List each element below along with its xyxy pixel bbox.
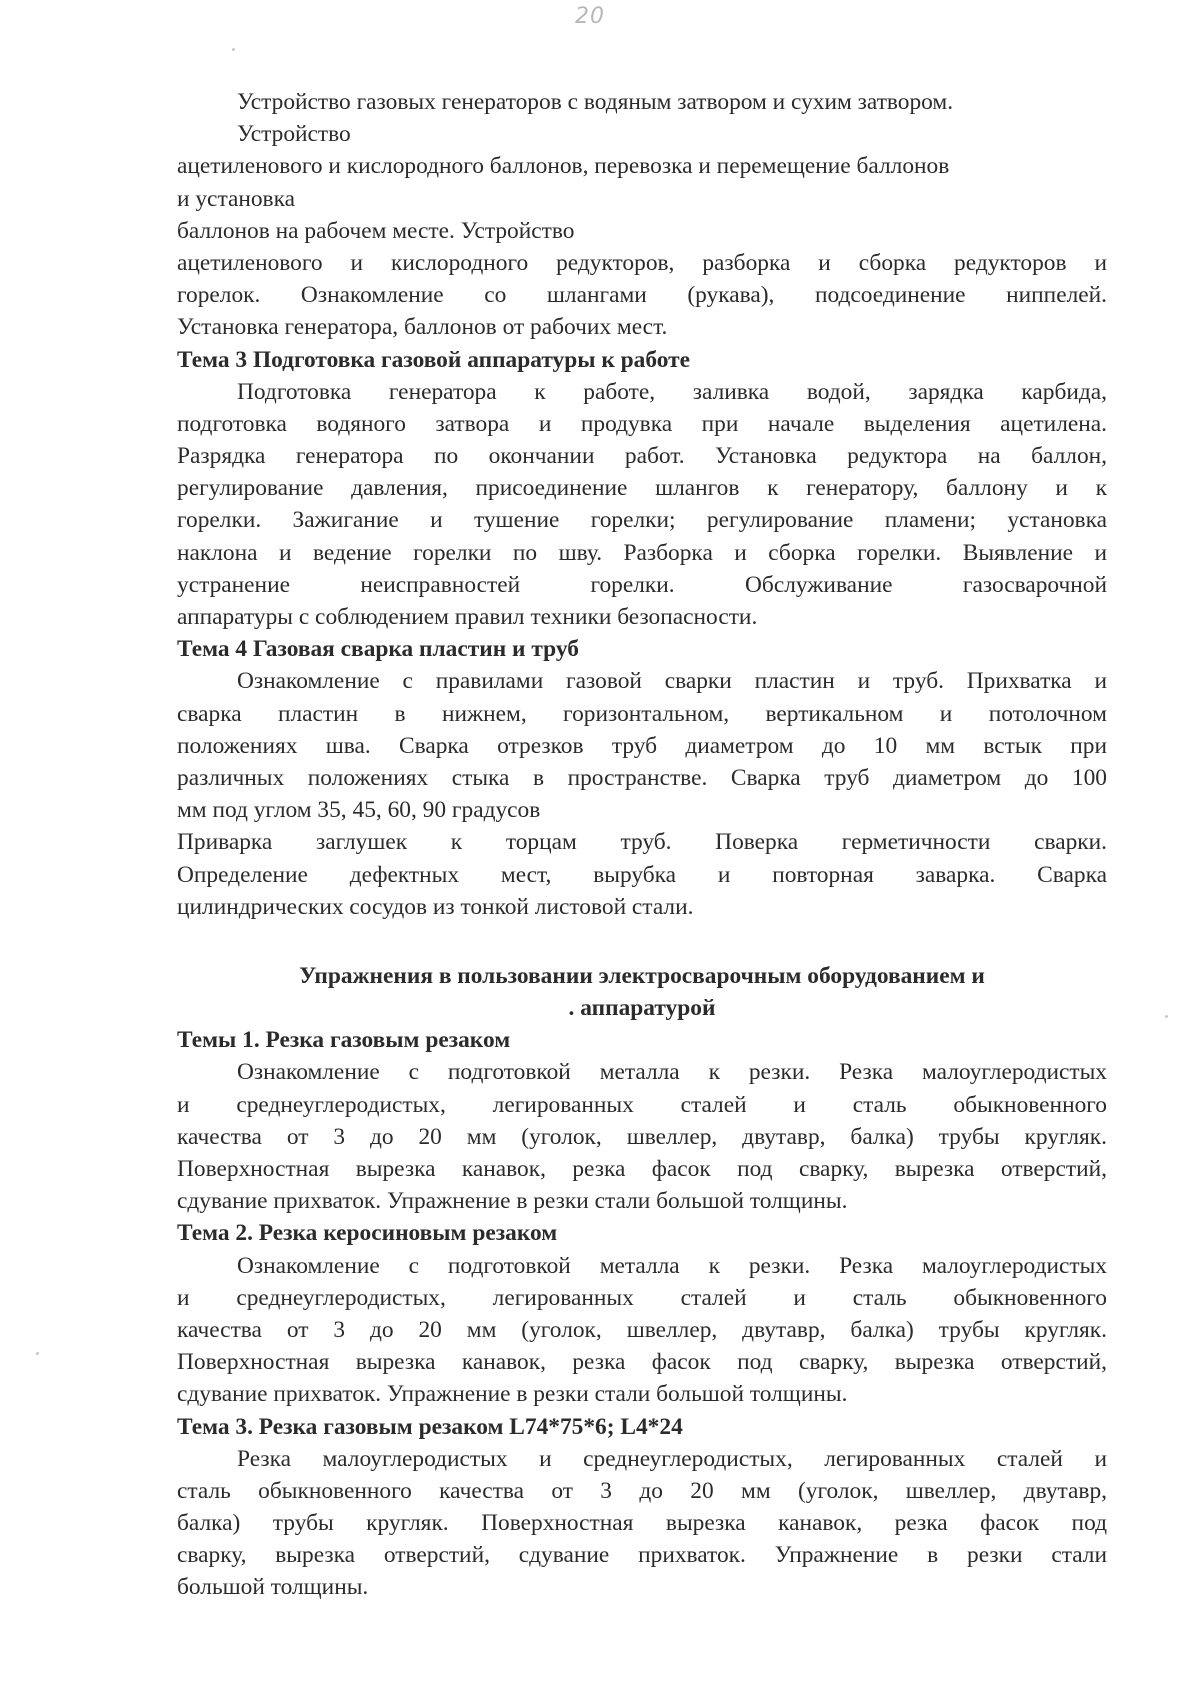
text-line: Подготовка генератора к работе, заливка водой, зарядка карбида, (237, 378, 1107, 405)
text-line: Поверхностная вырезка канавок, резка фасок под сварку, вырезка отверстий, (177, 1156, 1107, 1182)
scan-speck (1165, 1015, 1168, 1018)
topic-3-heading: Тема 3 Подготовка газовой аппаратуры к работе (177, 346, 691, 373)
paragraph-topic-4 (177, 665, 1107, 923)
text-line: Разрядка генератора по окончании работ. Установка редуктора на баллон, (177, 443, 1107, 470)
text-line: баллонов на рабочем месте. Устройство (177, 217, 575, 244)
text-line: Ознакомление с подготовкой металла к резки. Резка малоуглеродистых (237, 1252, 1107, 1279)
paragraph-cutting-topic-1 (177, 1056, 1107, 1217)
section-heading (177, 960, 1107, 1024)
scan-speck (36, 1352, 39, 1355)
text-line: подготовка водяного затвора и продувка при начале выделения ацетилена. (177, 410, 1107, 437)
text-line: Устройство (237, 121, 351, 148)
section-heading-line: . аппаратурой (568, 995, 716, 1022)
paragraph-topic-3 (177, 376, 1107, 634)
text-line: регулирование давления, присоединение шлангов к генератору, баллону и к (177, 475, 1107, 502)
text-line: и среднеуглеродистых, легированных сталей и сталь обыкновенного (177, 1091, 1107, 1118)
paragraph-equipment-intro (177, 86, 1107, 344)
document-body (177, 86, 1107, 1604)
text-line: большой толщины. (177, 1574, 369, 1601)
text-line: Приварка заглушек к торцам труб. Поверка герметичности сварки. (177, 829, 1107, 856)
text-line: цилиндрических сосудов из тонкой листовой стали. (177, 893, 694, 920)
text-line: Установка генератора, баллонов от рабочих мест. (177, 314, 668, 341)
text-line: Резка малоуглеродистых и среднеуглеродистых, легированных сталей и (237, 1445, 1107, 1472)
text-line: балка) трубы кругляк. Поверхностная вырезка канавок, резка фасок под (177, 1510, 1107, 1537)
text-line: Определение дефектных мест, вырубка и повторная заварка. Сварка (177, 861, 1107, 888)
cutting-topic-3-heading: Тема 3. Резка газовым резаком L74*75*6; L4*24 (177, 1413, 683, 1440)
text-line: сдувание прихваток. Упражнение в резки стали большой толщины. (177, 1381, 848, 1408)
paragraph-cutting-topic-3 (177, 1443, 1107, 1604)
text-line: качества от 3 до 20 мм (уголок, швеллер, двутавр, балка) трубы кругляк. (177, 1123, 1107, 1150)
text-line: ацетиленового и кислородного редукторов, разборка и сборка редукторов и (177, 249, 1107, 276)
text-line: сварка пластин в нижнем, горизонтальном, вертикальном и потолочном (177, 700, 1107, 727)
text-line: и установка (177, 185, 295, 212)
text-line: качества от 3 до 20 мм (уголок, швеллер, двутавр, балка) трубы кругляк. (177, 1316, 1107, 1343)
text-line: наклона и ведение горелки по шву. Разборка и сборка горелки. Выявление и (177, 539, 1107, 566)
text-line: положениях шва. Сварка отрезков труб диаметром до 10 мм встык при (177, 732, 1107, 759)
paragraph-cutting-topic-2 (177, 1250, 1107, 1411)
section-spacer (177, 923, 1107, 960)
text-line: Ознакомление с подготовкой металла к резки. Резка малоуглеродистых (237, 1059, 1107, 1086)
cutting-topic-1-heading: Темы 1. Резка газовым резаком (177, 1027, 511, 1054)
page-number: 20 (575, 4, 605, 29)
section-heading-line: Упражнения в пользовании электросварочным оборудованием и (299, 962, 985, 989)
scan-speck (232, 48, 235, 51)
text-line: горелки. Зажигание и тушение горелки; регулирование пламени; установка (177, 507, 1107, 534)
text-line: ацетиленового и кислородного баллонов, перевозка и перемещение баллонов (177, 153, 950, 180)
text-line: устранение неисправностей горелки. Обслуживание газосварочной (177, 571, 1107, 598)
text-line: аппаратуры с соблюдением правил техники безопасности. (177, 604, 758, 630)
text-line: различных положениях стыка в пространстве. Сварка труб диаметром до 100 (177, 764, 1107, 791)
text-line: горелок. Ознакомление со шлангами (рукава), подсоединение ниппелей. (177, 282, 1107, 309)
text-line: Ознакомление с правилами газовой сварки пластин и труб. Прихватка и (237, 668, 1107, 695)
cutting-topic-2-heading: Тема 2. Резка керосиновым резаком (177, 1220, 558, 1247)
topic-4-heading: Тема 4 Газовая сварка пластин и труб (177, 636, 579, 663)
text-line: Поверхностная вырезка канавок, резка фасок под сварку, вырезка отверстий, (177, 1349, 1107, 1376)
text-line: сварку, вырезка отверстий, сдувание прихваток. Упражнение в резки стали (177, 1542, 1107, 1569)
text-line: и среднеуглеродистых, легированных сталей и сталь обыкновенного (177, 1284, 1107, 1311)
text-line: Устройство газовых генераторов с водяным затвором и сухим затвором. (237, 89, 954, 115)
text-line: сдувание прихваток. Упражнение в резки стали большой толщины. (177, 1188, 848, 1215)
text-line: мм под углом 35, 45, 60, 90 градусов (177, 797, 541, 824)
text-line: сталь обыкновенного качества от 3 до 20 мм (уголок, швеллер, двутавр, (177, 1477, 1107, 1504)
